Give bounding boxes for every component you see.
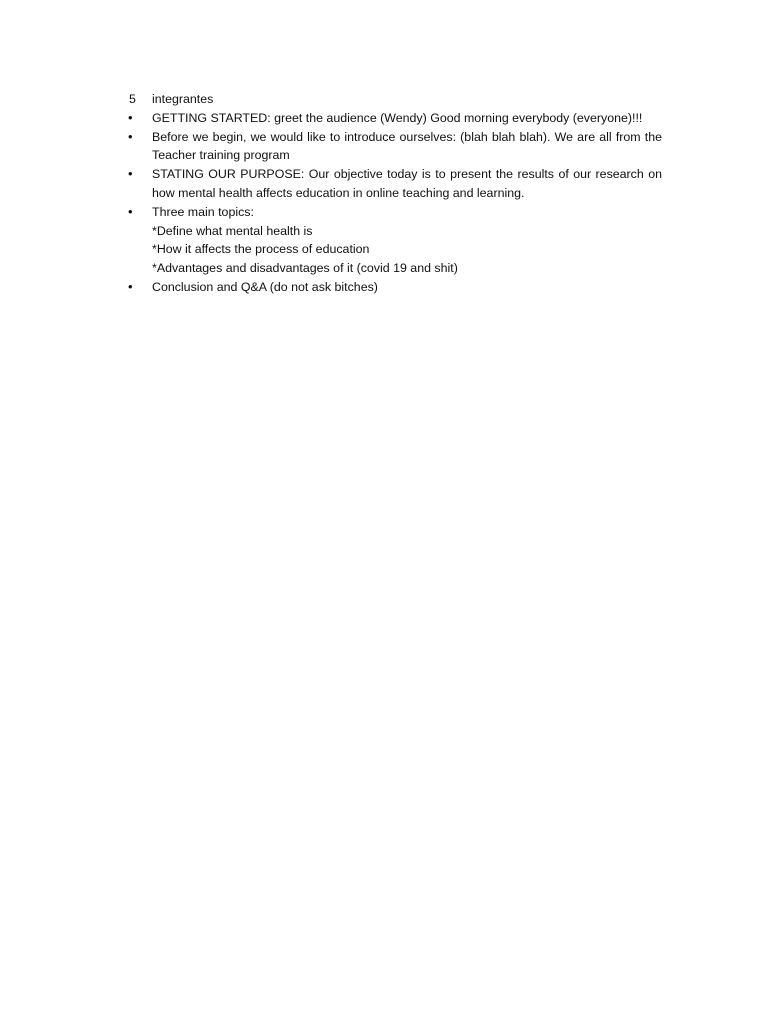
list-item-stating-purpose	[126, 165, 662, 203]
list-item-text: integrantes	[152, 92, 214, 106]
topic-line-define: *Define what mental health is	[152, 223, 313, 238]
list-item-text: Before we begin, we would like to introduce ourselves: (blah blah blah). We are all from the Teacher training program	[152, 129, 662, 163]
bullet-icon: •	[128, 203, 133, 219]
list-item-text: Conclusion and Q&A (do not ask bitches)	[152, 279, 378, 294]
list-item-main-topics	[126, 203, 662, 278]
bullet-icon: •	[128, 166, 133, 182]
bullet-icon: •	[128, 278, 133, 294]
bullet-icon: •	[128, 109, 133, 125]
list-item-introduction	[126, 128, 662, 166]
list-number-marker: 5	[129, 92, 136, 106]
list-item-integrantes	[126, 90, 662, 109]
notes-list	[126, 90, 662, 297]
bullet-icon: •	[128, 128, 133, 144]
list-item-getting-started	[126, 109, 662, 128]
list-item-text: STATING OUR PURPOSE: Our objective today is to present the results of our research on how mental health affects education in online teaching and learning.	[152, 167, 662, 200]
list-item-text: Three main topics:	[152, 204, 254, 219]
topic-line-process: *How it affects the process of education	[152, 242, 370, 257]
list-item-text: GETTING STARTED: greet the audience (Wendy) Good morning everybody (everyone)!!!	[152, 110, 643, 125]
list-item-conclusion	[126, 278, 662, 297]
topic-line-advantages: *Advantages and disadvantages of it (covid 19 and shit)	[152, 261, 458, 276]
